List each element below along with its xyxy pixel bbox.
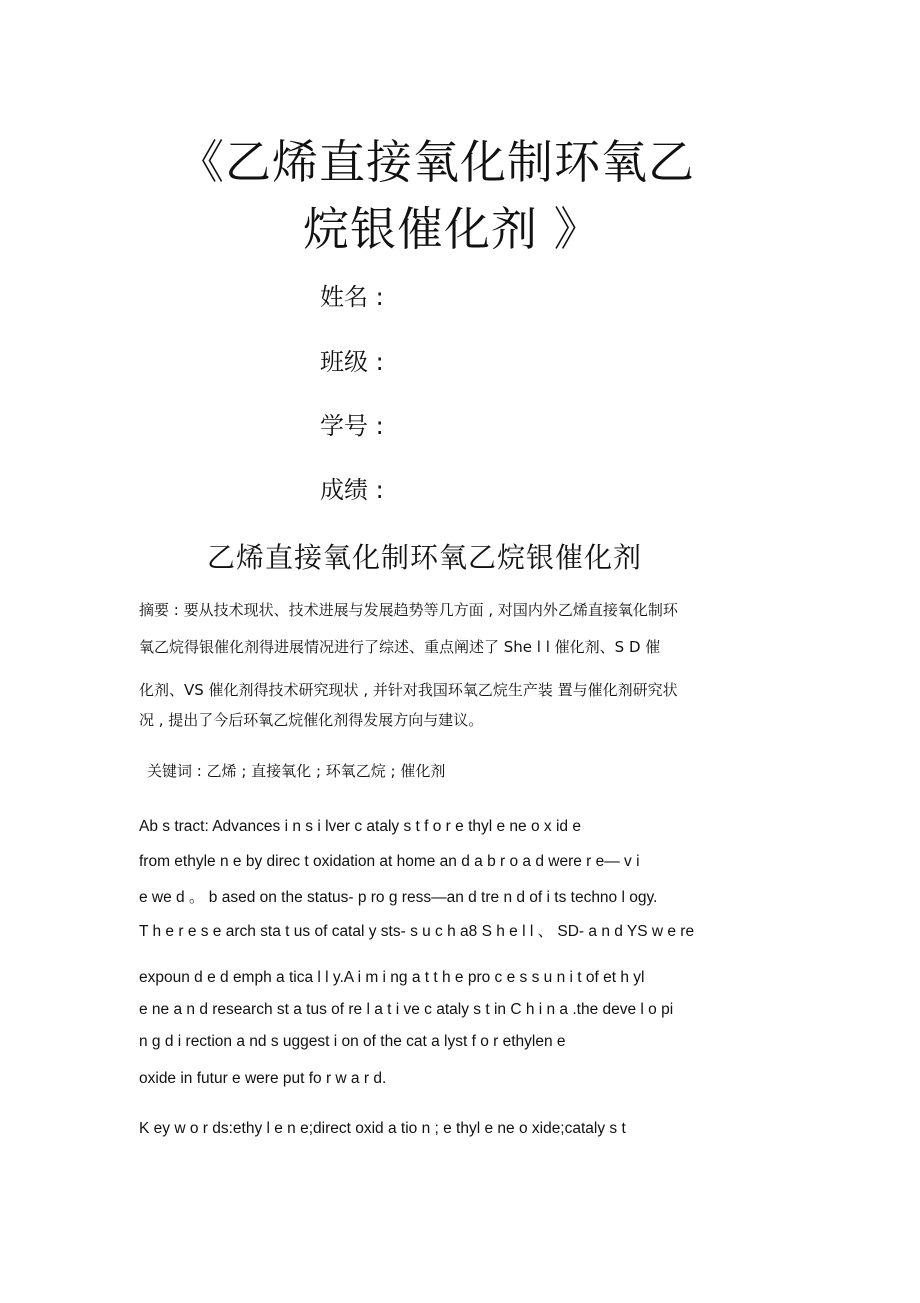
document-title-line-2: 烷银催化剂 》 [303, 202, 601, 256]
abstract-en-line-8: oxide in futur e were put fo r w a r d. [139, 1070, 387, 1087]
class-field-label: 班级 : [320, 348, 384, 376]
abstract-zh-line-3: 化剂、VS 催化剂得技术研究现状 , 并针对我国环氧乙烷生产装 置与催化剂研究状 [139, 681, 678, 699]
abstract-en-line-7: n g d i rection a nd s uggest i on of the cat a lyst f o r ethylen e [139, 1033, 566, 1050]
abstract-en-line-5: expoun d e d emph a tica l l y.A i m i ng a t t h e pro c e s s u n i t of et h yl [139, 969, 645, 986]
abstract-en-line-2: from ethyle n e by direc t oxidation at home an d a b r o a d were r e— v i [139, 853, 640, 870]
abstract-zh-line-1: 摘要 : 要从技术现状、技术进展与发展趋势等几方面 , 对国内外乙烯直接氧化制环 [139, 601, 678, 619]
abstract-zh-line-2: 氧乙烷得银催化剂得进展情况进行了综述、重点阐述了 She l l 催化剂、S D 催 [139, 638, 661, 656]
abstract-en-line-3: e we d 。 b ased on the status- p ro g ress—an d tre n d of i ts techno l ogy. [139, 889, 658, 906]
abstract-zh-line-4: 况 , 提出了今后环氧乙烷催化剂得发展方向与建议。 [139, 711, 484, 729]
score-field-label: 成绩 : [320, 476, 384, 504]
keywords-zh: 关键词 : 乙烯 ; 直接氧化 ; 环氧乙烷 ; 催化剂 [147, 762, 446, 780]
abstract-en-line-4: T h e r e s e arch sta t us of catal y sts- s u c h a8 S h e l l 、 SD- a n d YS w e re [139, 923, 695, 940]
paper-subtitle: 乙烯直接氧化制环氧乙烷银催化剂 [207, 541, 643, 574]
keywords-en: K ey w o r ds:ethy l e n e;direct oxid a tio n ; e thyl e ne o xide;cataly s t [139, 1120, 626, 1137]
document-title-line-1: 《乙烯直接氧化制环氧乙 [178, 135, 695, 189]
abstract-en-line-1: Ab s tract: Advances i n s i lver c ataly s t f o r e thyl e ne o x id e [139, 818, 581, 835]
name-field-label: 姓名 : [320, 283, 384, 311]
student-id-field-label: 学号 : [320, 412, 384, 440]
abstract-en-line-6: e ne a n d research st a tus of re l a t i ve c ataly s t in C h i n a .the deve l o pi [139, 1001, 674, 1018]
